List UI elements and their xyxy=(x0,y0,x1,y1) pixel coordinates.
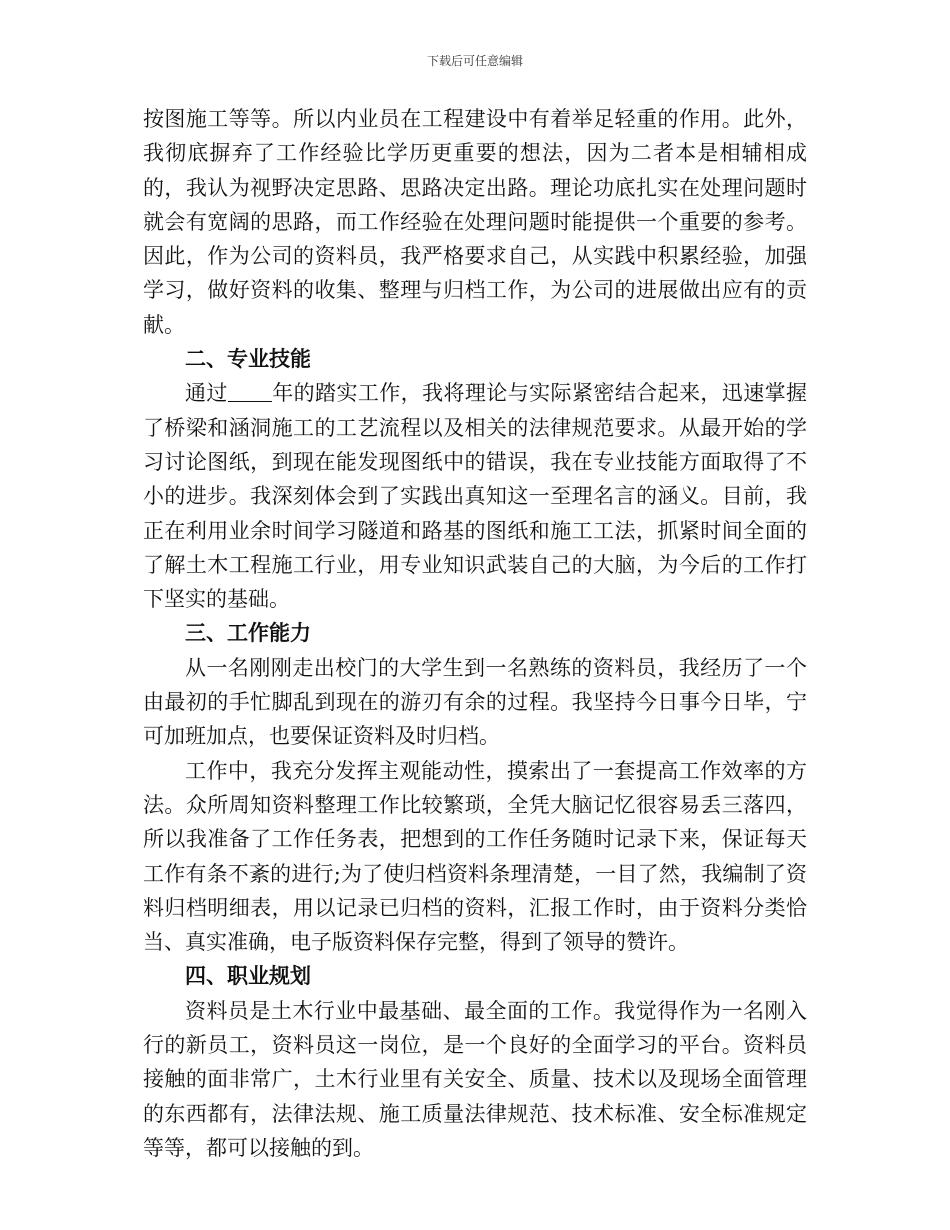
intro-paragraph: 按图施工等等。所以内业员在工程建设中有着举足轻重的作用。此外，我彻底摒弃了工作经验比学历更重要的想法，因为二者本是相辅相成的，我认为视野决定思路、思路决定出路。理论功底扎实在处理问题时就会有宽阔的思路，而工作经验在处理问题时能提供一个重要的参考。因此，作为公司的资料员，我严格要求自己，从实践中积累经验，加强学习，做好资料的收集、整理与归档工作，为公司的进展做出应有的贡献。 xyxy=(143,107,807,337)
section-heading-professional-skills: 二、专业技能 xyxy=(185,347,311,372)
work-ability-paragraph-1: 从一名刚刚走出校门的大学生到一名熟练的资料员，我经历了一个由最初的手忙脚乱到现在的游刃有余的过程。我坚持今日事今日毕，宁可加班加点，也要保证资料及时归档。 xyxy=(143,655,807,749)
fill-in-blank xyxy=(228,381,272,402)
career-plan-paragraph-1: 资料员是土木行业中最基础、最全面的工作。我觉得作为一名刚入行的新员工，资料员这一岗位，是一个良好的全面学习的平台。资料员接触的面非常广，土木行业里有关安全、质量、技术以及现场全面管理的东西都有，法律法规、施工质量法律规范、技术标准、安全标准规定等等，都可以接触的到。 xyxy=(143,998,807,1160)
work-ability-paragraph-2: 工作中，我充分发挥主观能动性，摸索出了一套提高工作效率的方法。众所周知资料整理工作比较繁琐，全凭大脑记忆很容易丢三落四，所以我准备了工作任务表，把想到的工作任务随时记录下来，保证每天工作有条不紊的进行;为了使归档资料条理清楚，一目了然，我编制了资料归档明细表，用以记录已归档的资料，汇报工作时，由于资料分类恰当、真实准确，电子版资料保存完整，得到了领导的赞许。 xyxy=(143,758,807,955)
professional-skills-prefix: 通过 xyxy=(185,381,228,406)
document-body xyxy=(143,102,807,1165)
page-header: 下载后可任意编辑 xyxy=(426,54,523,68)
section-heading-career-plan: 四、职业规划 xyxy=(185,964,311,989)
professional-skills-paragraph xyxy=(143,376,807,616)
professional-skills-text: 年的踏实工作，我将理论与实际紧密结合起来，迅速掌握了桥梁和涵洞施工的工艺流程以及相关的法律规范要求。从最开始的学习讨论图纸，到现在能发现图纸中的错误，我在专业技能方面取得了不小的进步。我深刻体会到了实践出真知这一至理名言的涵义。目前，我正在利用业余时间学习隧道和路基的图纸和施工工法，抓紧时间全面的了解土木工程施工行业，用专业知识武装自己的大脑，为今后的工作打下坚实的基础。 xyxy=(143,381,808,612)
section-heading-work-ability: 三、工作能力 xyxy=(185,621,311,646)
